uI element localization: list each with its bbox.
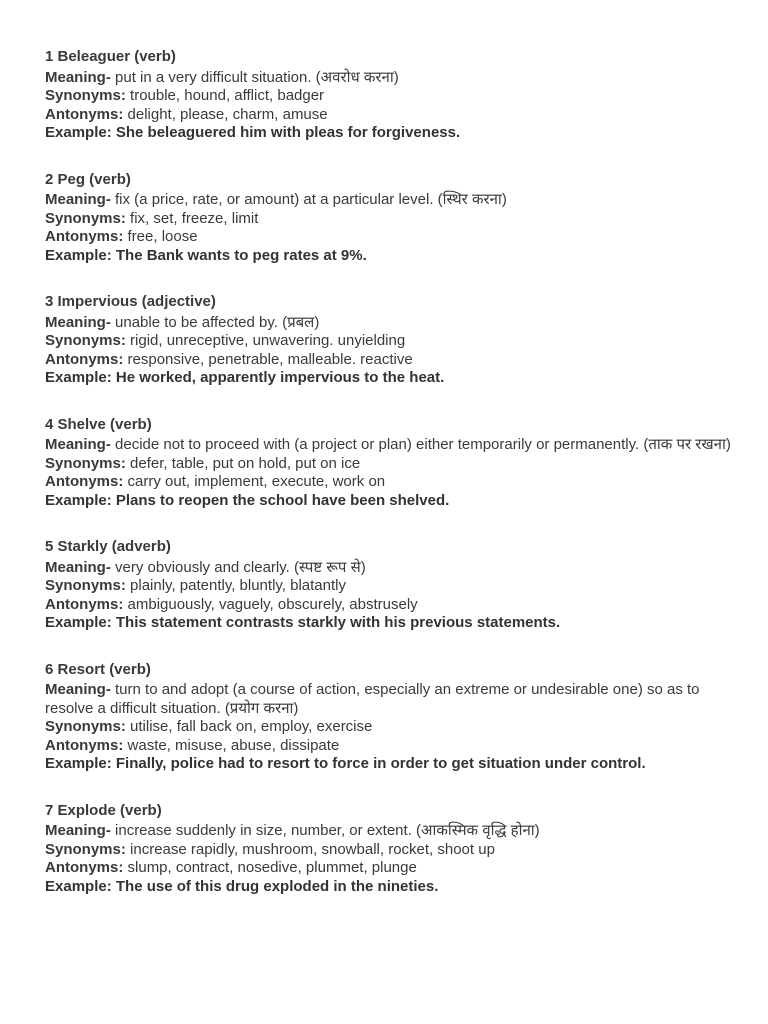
vocab-entry-7: [45, 802, 735, 897]
meaning-text: very obviously and clearly. (स्पष्ट रूप से): [115, 558, 366, 576]
meaning-line: [45, 822, 735, 841]
meaning-text: decide not to proceed with (a project or plan) either temporarily or permanently. (ताक पर रखना): [115, 436, 731, 453]
synonyms-text: increase rapidly, mushroom, snowball, rocket, shoot up: [130, 840, 495, 858]
example-text: This statement contrasts starkly with his previous statements.: [115, 614, 561, 631]
meaning-text: put in a very difficult situation. (अवरोध करना): [115, 68, 399, 86]
example-line: [45, 247, 735, 266]
synonyms-line: [45, 455, 735, 474]
entry-heading: 4 Shelve (verb): [45, 415, 152, 433]
example-text: Plans to reopen the school have been shelved.: [115, 491, 450, 509]
antonyms-label: Antonyms:: [45, 859, 124, 876]
entry-heading: 3 Impervious (adjective): [45, 293, 216, 310]
synonyms-label: Synonyms:: [45, 209, 126, 227]
meaning-label: Meaning-: [45, 681, 111, 698]
example-label: Example:: [45, 491, 112, 509]
example-line: [45, 492, 735, 511]
example-line: [45, 614, 735, 633]
example-line: [45, 369, 735, 388]
antonyms-label: Antonyms:: [45, 736, 124, 754]
vocab-entry-3: [45, 293, 735, 388]
synonyms-label: Synonyms:: [45, 87, 126, 104]
antonyms-line: [45, 106, 735, 125]
antonyms-line: [45, 473, 735, 492]
meaning-line: [45, 559, 735, 578]
antonyms-label: Antonyms:: [45, 595, 124, 613]
antonyms-text: carry out, implement, execute, work on: [127, 473, 386, 490]
example-line: [45, 755, 735, 774]
meaning-line: [45, 191, 735, 210]
example-label: Example:: [45, 877, 112, 895]
synonyms-line: [45, 87, 735, 106]
example-label: Example:: [45, 246, 112, 264]
entry-heading: 1 Beleaguer (verb): [45, 48, 176, 65]
synonyms-text: trouble, hound, afflict, badger: [130, 87, 325, 104]
meaning-line: [45, 681, 735, 718]
example-line: [45, 878, 735, 897]
synonyms-text: defer, table, put on hold, put on ice: [130, 454, 361, 472]
antonyms-line: [45, 351, 735, 370]
synonyms-label: Synonyms:: [45, 332, 126, 349]
antonyms-label: Antonyms:: [45, 473, 124, 490]
example-text: She beleaguered him with pleas for forgiveness.: [115, 124, 461, 141]
meaning-label: Meaning-: [45, 68, 111, 86]
antonyms-text: responsive, penetrable, malleable. reactive: [127, 350, 413, 368]
example-label: Example:: [45, 369, 112, 386]
antonyms-text: slump, contract, nosedive, plummet, plunge: [127, 859, 417, 876]
meaning-text: increase suddenly in size, number, or extent. (आकस्मिक वृद्धि होना): [115, 822, 540, 839]
synonyms-line: [45, 718, 735, 737]
vocab-entry-2: [45, 171, 735, 266]
synonyms-label: Synonyms:: [45, 454, 126, 472]
example-label: Example:: [45, 614, 112, 631]
antonyms-line: [45, 596, 735, 615]
antonyms-text: waste, misuse, abuse, dissipate: [127, 736, 340, 754]
example-text: Finally, police had to resort to force in order to get situation under control.: [115, 755, 646, 772]
vocab-entry-5: [45, 538, 735, 633]
meaning-line: [45, 314, 735, 333]
antonyms-line: [45, 228, 735, 247]
meaning-text: fix (a price, rate, or amount) at a particular level. (स्थिर करना): [115, 191, 507, 208]
vocab-entry-6: [45, 661, 735, 774]
entry-heading: 5 Starkly (adverb): [45, 538, 171, 555]
example-text: The Bank wants to peg rates at 9%.: [115, 246, 367, 264]
meaning-label: Meaning-: [45, 436, 111, 453]
meaning-line: [45, 436, 735, 455]
antonyms-line: [45, 737, 735, 756]
antonyms-text: free, loose: [127, 228, 198, 245]
entry-heading: 6 Resort (verb): [45, 660, 151, 678]
synonyms-text: fix, set, freeze, limit: [130, 209, 259, 227]
meaning-label: Meaning-: [45, 558, 111, 576]
entry-heading: 2 Peg (verb): [45, 170, 131, 188]
example-text: He worked, apparently impervious to the heat.: [115, 369, 445, 386]
entry-heading: 7 Explode (verb): [45, 801, 162, 819]
synonyms-text: plainly, patently, bluntly, blatantly: [130, 577, 346, 594]
antonyms-text: delight, please, charm, amuse: [127, 105, 328, 123]
meaning-label: Meaning-: [45, 313, 111, 331]
synonyms-line: [45, 577, 735, 596]
synonyms-text: rigid, unreceptive, unwavering. unyielding: [130, 332, 406, 349]
example-label: Example:: [45, 124, 112, 141]
example-line: [45, 124, 735, 143]
antonyms-text: ambiguously, vaguely, obscurely, abstrusely: [127, 595, 418, 613]
example-label: Example:: [45, 755, 112, 772]
vocab-entry-4: [45, 416, 735, 511]
antonyms-label: Antonyms:: [45, 105, 124, 123]
antonyms-label: Antonyms:: [45, 228, 124, 245]
synonyms-line: [45, 332, 735, 351]
meaning-label: Meaning-: [45, 191, 111, 208]
synonyms-text: utilise, fall back on, employ, exercise: [130, 718, 373, 735]
meaning-text: unable to be affected by. (प्रबल): [115, 313, 320, 331]
synonyms-line: [45, 210, 735, 229]
antonyms-line: [45, 859, 735, 878]
meaning-line: [45, 69, 735, 88]
meaning-text: turn to and adopt (a course of action, especially an extreme or undesirable one) so as to resolve a difficult situation. (प्रयोग करना): [45, 681, 700, 717]
vocab-entry-1: [45, 48, 735, 143]
antonyms-label: Antonyms:: [45, 350, 124, 368]
synonyms-label: Synonyms:: [45, 840, 126, 858]
synonyms-label: Synonyms:: [45, 718, 126, 735]
example-text: The use of this drug exploded in the nineties.: [115, 877, 439, 895]
vocabulary-page: [45, 48, 735, 924]
synonyms-line: [45, 841, 735, 860]
synonyms-label: Synonyms:: [45, 577, 126, 594]
meaning-label: Meaning-: [45, 822, 111, 839]
